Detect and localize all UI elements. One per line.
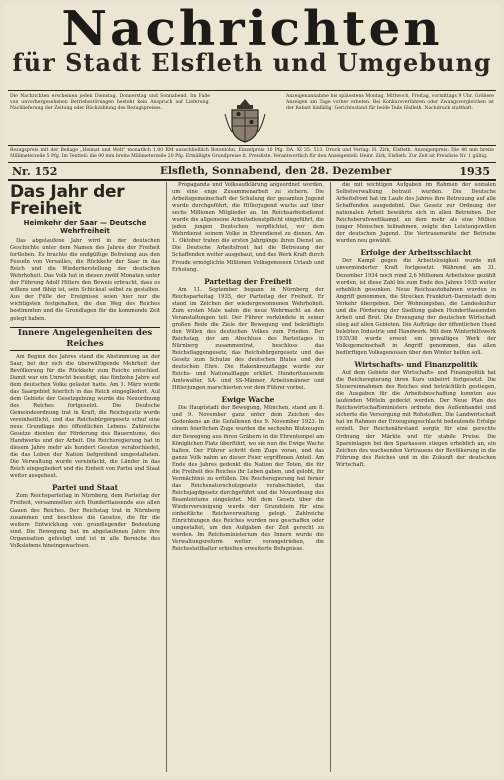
article-column-1 bbox=[10, 182, 160, 772]
article-paragraph: Am Beginn des Jahres stand die Abstimmung an der Saar, bei der sich die überwältigende Mehrheit der Bevölkerung für die Rückkehr zum Reiche entschied. Damit war ein Unrecht beseitigt, das fünfzehn Jahre auf dem deutschen Volke gelastet hatte. Am 1. März wurde das Saargebiet feierlich in das Reich eingegliedert. Auf dem Gebiete der Gesetzgebung wurde die Neuordnung des Reiches fortgesetzt. Die Deutsche Gemeindeordnung trat in Kraft, die Reichsjustiz wurde vereinheitlicht, und das Reichsbürgergesetz schuf eine neue Grundlage des öffentlichen Lebens. Zahlreiche Gesetze dienten der Förderung des Bauerntums, des Handwerks und der Arbeit. Die Reichsregierung hat in diesem Jahre mehr als hundert Gesetze verabschiedet, die das Leben der Nation tiefgreifend umgestalteten. Die Verwaltung wurde vereinfacht, die Länder in das Reich eingegliedert und die Einheit von Partei und Staat weiter ausgebaut. bbox=[10, 353, 160, 480]
section-heading: Ewige Wache bbox=[221, 395, 275, 405]
section-heading: Parteitag der Freiheit bbox=[204, 276, 292, 286]
price-notice: Bezugspreis mit der Beilage „Heimat und Welt“ monatlich 1.00 RM ausschließlich Botenlohn, Einzelpreis 10 Pfg. DA. XI 35: 513. Druck und Verlag: H. Zirk, Elsfleth. Anzeigenpreis: Die 46 mm breite Millimeterzeile 5 Pfg. Im Textteil: die 90 mm breite Millimeterzeile 20 Pfg. Ermäßigte Grundpreise lt. Preisliste. Verantwortlich für den Anzeigenteil: Heinr. Zirk, Elsfleth. Zur Zeit ist Preisliste Nr. 1 gültig. bbox=[10, 148, 494, 159]
issue-number: Nr. 152 bbox=[12, 165, 58, 178]
advertising-info: Anzeigenannahme bis spätestens Montag, Mittwoch, Freitag, vormittags 9 Uhr. Größere Anzeigen am Tage vorher erbeten. Bei Konkursverfahren oder Zwangsvergleichen ist der Rabatt hinfällig. Gerichtsstand für beide Teile Elsfleth. Nachdruck statthaft. bbox=[286, 94, 494, 112]
article-column-2 bbox=[172, 182, 324, 772]
issue-date: Elsfleth, Sonnabend, den 28. Dezember bbox=[160, 165, 392, 177]
section-heading: Partei und Staat bbox=[52, 483, 118, 493]
article-paragraph: Propaganda und Volksaufklärung angeordnet worden, um eine enge Zusammenarbeit zu sichern. Die Arbeitsgemeinschaft der Schulung der gesamten Jugend wurde durchgeführt, die Hitlerjugend wuchs auf über sechs Millionen Mitglieder an. Im Reichsarbeitsdienst wurde die allgemeine Arbeitsdienstpflicht eingeführt, die jeden jungen Deutschen verpflichtet, vor dem Wehrdienst seinem Volke in Ehrendienst zu dienen. Am 1. Oktober traten die ersten Jahrgänge ihren Dienst an. Die Deutsche Arbeitsfront hat die Betreuung der Schaffenden weiter ausgebaut, und das Werk Kraft durch Freude ermöglichte Millionen Volksgenossen Urlaub und Erholung. bbox=[172, 182, 324, 273]
article-paragraph: Zum Reichsparteitag in Nürnberg, dem Parteitag der Freiheit, versammelten sich Hunderttausende aus allen Gauen des Reiches. Der Reichstag trat in Nürnberg zusammen und beschloss die Gesetze, die für die weitere Entwicklung von grundlegender Bedeutung sind. Die Bewegung hat im abgelaufenen Jahre ihre Organisation gefestigt und ist in alle Bereiche des Volkslebens hineingewachsen. bbox=[10, 493, 160, 549]
article-paragraph: Die Hauptstadt der Bewegung, München, stand am 8. und 9. November ganz unter dem Zeichen des Gedenkens an die Gefallenen des 9. November 1923. In einem feierlichen Zuge wurden die sechzehn Blutzeugen der Bewegung aus ihren Gräbern in die Ehrentempel am Königlichen Platz überführt, wo sie nun die Ewige Wache halten. Der Führer schritt dem Zuge voran, und das ganze Volk nahm an dieser Feier ergriffenen Anteil. Am Ende des Jahres gedenkt die Nation der Toten, die für die Freiheit des Reiches ihr Leben gaben, und gelobt, ihr Vermächtnis zu erfüllen. Die Reichsregierung hat ferner das Reichsnaturschutzgesetz verabschiedet, das Reichsjagdgesetz durchgeführt und die Neuordnung des Beamtentums eingeleitet. Mit dem Gesetz über die Wiedervereinigung wurde der Grundstein für eine einheitliche Reichsverwaltung gelegt. Zahlreiche Einrichtungen des Reiches wurden neu geschaffen oder umgestaltet, um den Aufgaben der Zeit gerecht zu werden. Im Reichsministerium des Innern wurde die Verwaltungsreform weiter vorangetrieben, die Reichsstatthalter erhielten erweiterte Befugnisse. bbox=[172, 405, 324, 553]
masthead-rule bbox=[8, 90, 496, 91]
notice-rule bbox=[8, 162, 496, 163]
article-paragraph: Am 11. September begann in Nürnberg der Reichsparteitag 1935, der Parteitag der Freiheit. Er stand im Zeichen der wiedergewonnenen Wehrhoheit. Zum ersten Male nahm die neue Wehrmacht an den Veranstaltungen teil. Der Führer verkündete in seiner großen Rede die Ziele der Bewegung und bekräftigte den Willen des deutschen Volkes zum Frieden. Der Reichstag, der am Abschluss des Parteitages in Nürnberg zusammentrat, beschloss das Reichsflaggengesetz, das Reichsbürgergesetz und das Gesetz zum Schutze des deutschen Blutes und der deutschen Ehre. Die Hakenkreuzflagge wurde zur Reichs- und Nationalflagge erklärt. Hunderttausende Amtswalter, SA- und SS-Männer, Arbeitsmänner und Hitlerjungen marschierten vor dem Führer vorbei. bbox=[172, 286, 324, 392]
masthead bbox=[4, 0, 500, 77]
issue-year: 1935 bbox=[459, 165, 490, 178]
newspaper-page bbox=[4, 0, 500, 776]
column-divider bbox=[330, 182, 331, 772]
main-headline: Das Jahr der Freiheit bbox=[10, 182, 125, 219]
section-heading: Wirtschafts- und Finanzpolitik bbox=[354, 360, 478, 370]
masthead-title: Nachrichten bbox=[61, 0, 443, 57]
main-subheadline: Heimkehr der Saar — Deutsche Wehrfreiheit bbox=[23, 219, 147, 235]
article-paragraph: Der Kampf gegen die Arbeitslosigkeit wurde mit unverminderter Kraft fortgesetzt. Während am 31. Dezember 1934 noch rund 2,6 Millionen Arbeitslose gezählt wurden, ist diese Zahl bis zum Ende des Jahres 1935 weiter erheblich gesunken. Neue Reichsautobahnen wurden in Angriff genommen, die Strecken Frankfurt–Darmstadt dem Verkehr übergeben. Der Wohnungsbau, die Landeskultur und die Förderung der Siedlung gaben Hunderttausenden Arbeit und Brot. Die Erzeugung der deutschen Wirtschaft stieg auf allen Gebieten. Die Aufträge der öffentlichen Hand belebten Industrie und Handwerk. Mit dem Winterhilfswerk 1935/36 wurde erneut ein gewaltiges Werk der Volksgemeinschaft in Angriff genommen, das allen bedürftigen Volksgenossen über den Winter helfen soll. bbox=[336, 258, 496, 357]
coat-of-arms-icon bbox=[220, 96, 270, 144]
article-paragraph: Das abgelaufene Jahr wird in der deutschen Geschichte unter dem Namen des Jahres der Freiheit fortleben. Es brachte die endgültige Befreiung aus den Fesseln von Versailles, die Rückkehr der Saar in das Reich und die Wiederherstellung der deutschen Wehrhoheit. Das Volk hat in diesen zwölf Monaten unter der Führung Adolf Hitlers den Beweis erbracht, dass es willens und fähig ist, sein Schicksal selbst zu gestalten. Aus der Fülle der Ereignisse seien hier nur die wichtigsten festgehalten, die den Weg des Reiches bestimmten und die Grundlagen für die kommende Zeit gelegt haben. bbox=[10, 238, 160, 322]
section-heading: Innere Angelegenheiten des Reiches bbox=[10, 327, 160, 351]
issue-line bbox=[10, 164, 494, 178]
article-column-3 bbox=[336, 182, 496, 772]
masthead-subtitle: für Stadt Elsfleth und Umgebung bbox=[12, 48, 492, 77]
article-paragraph: die mit wichtigen Aufgaben im Rahmen der sozialen Selbstverwaltung betraut wurden. Die Deutsche Arbeitsfront hat im Laufe des Jahres ihre Betreuung auf alle Schaffenden ausgedehnt. Das Gesetz zur Ordnung der nationalen Arbeit bewährte sich in allen Betrieben. Der Reichsberufswettkampf, an dem mehr als eine Million junger Menschen teilnahmen, zeigte den Leistungswillen der deutschen Jugend. Die Vertrauensräte der Betriebe wurden neu gewählt. bbox=[336, 182, 496, 245]
column-divider bbox=[166, 182, 167, 772]
info-rule bbox=[8, 145, 496, 146]
section-heading: Erfolge der Arbeitsschlacht bbox=[360, 248, 472, 258]
article-paragraph: Auf dem Gebiete der Wirtschafts- und Finanzpolitik hat die Reichsregierung ihren Kurs unbeirrt fortgesetzt. Die Steuereinnahmen des Reiches sind beträchtlich gestiegen, die Ausgaben für die Arbeitsbeschaffung konnten aus laufenden Mitteln gedeckt werden. Der Neue Plan des Reichswirtschaftsministers ordnete den Außenhandel und sicherte die Versorgung mit Rohstoffen. Die Landwirtschaft hat im Rahmen der Erzeugungsschlacht bedeutende Erfolge erzielt. Der Reichsnährstand sorgte für eine gerechte Ordnung der Märkte und für stabile Preise. Die Spareinlagen bei den Sparkassen stiegen erheblich an, ein Zeichen des wachsenden Vertrauens der Bevölkerung in die Führung des Reiches und in die Zukunft der deutschen Wirtschaft. bbox=[336, 370, 496, 468]
issue-rule bbox=[8, 179, 496, 181]
publication-info: Die Nachrichten erscheinen jeden Dienstag, Donnerstag und Sonnabend. Im Falle von unvorhergesehenen Betriebsstörungen besteht kein Anspruch auf Lieferung, Nachlieferung der Zeitung oder Rückzahlung des Bezugspreises. bbox=[10, 94, 210, 112]
